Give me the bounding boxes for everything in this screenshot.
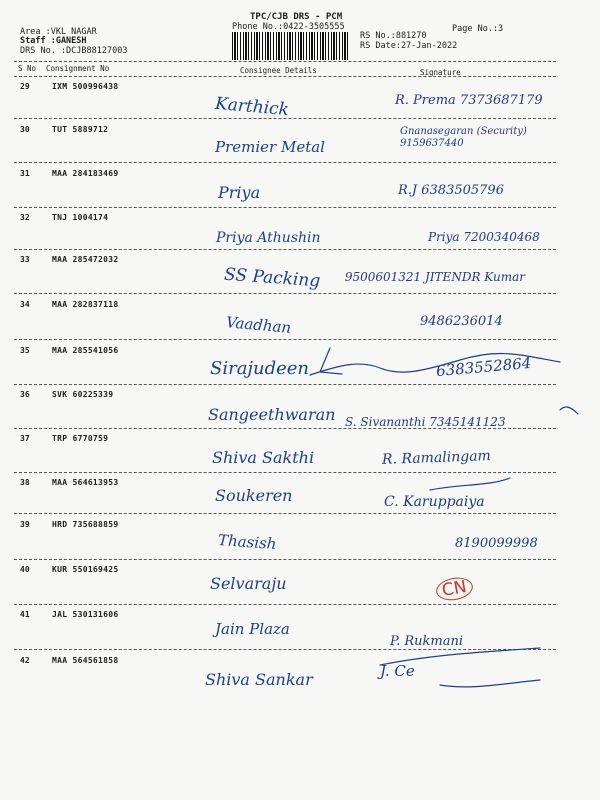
row-consignment-no: HRD 735688859: [52, 520, 119, 529]
scribble-line: [440, 680, 540, 687]
row-signature: S. Sivananthi 7345141123: [345, 415, 506, 429]
row-signature: R. Prema 7373687179: [395, 93, 543, 108]
row-sno: 37: [20, 434, 30, 443]
row-consignment-no: TRP 6770759: [52, 434, 109, 443]
row-divider: [14, 428, 556, 429]
row-consignment-no: TNJ 1004174: [52, 213, 109, 222]
row-signature: R.J 6383505796: [398, 183, 504, 198]
barcode: [232, 32, 350, 60]
row-sno: 36: [20, 390, 30, 399]
page-number: Page No.:3: [452, 24, 504, 34]
row-signature: 8190099998: [455, 536, 538, 551]
row-consignment-no: MAA 285472032: [52, 255, 119, 264]
row-divider: [14, 249, 556, 250]
rs-number: RS No.:881270: [360, 31, 427, 41]
row-consignee: Karthick: [214, 93, 290, 121]
row-consignee: Shiva Sakthi: [212, 448, 315, 467]
row-divider: [14, 604, 556, 605]
row-signature: P. Rukmani: [390, 634, 464, 649]
scribble-line: [430, 478, 510, 490]
row-signature: 9500601321 JITENDR Kumar: [344, 270, 525, 284]
row-divider: [14, 559, 556, 560]
row-sno: 31: [20, 169, 30, 178]
row-divider: [14, 118, 556, 119]
row-divider: [14, 207, 556, 208]
row-divider: [14, 162, 556, 163]
row-sno: 30: [20, 125, 30, 134]
row-signature: C. Karuppaiya: [384, 494, 485, 510]
row-consignee: SS Packing: [223, 264, 321, 292]
row-divider: [14, 649, 556, 650]
row-sno: 40: [20, 565, 30, 574]
row-sno: 29: [20, 82, 30, 91]
row-divider: [14, 472, 556, 473]
rs-date: RS Date:27-Jan-2022: [360, 41, 458, 51]
row-sno: 33: [20, 255, 30, 264]
header-rule-bottom: [14, 76, 556, 77]
col-consignment: Consignment No: [46, 64, 110, 73]
row-consignment-no: MAA 284183469: [52, 169, 119, 178]
row-signature: Priya 7200340468: [428, 230, 540, 244]
scribble-arrow: [320, 348, 342, 374]
row-signature: J. Ce: [380, 662, 415, 680]
header-rule-top: [14, 61, 556, 62]
row-consignee: Thasish: [217, 530, 278, 554]
row-sno: 42: [20, 656, 30, 665]
row-consignment-no: IXM 500996438: [52, 82, 119, 91]
drs-number: DRS No. :DCJB88127003: [20, 46, 128, 56]
row-sno: 38: [20, 478, 30, 487]
row-sno: 39: [20, 520, 30, 529]
row-consignment-no: MAA 282837118: [52, 300, 119, 309]
col-sno: S No: [18, 64, 37, 73]
row-consignee: Priya Athushin: [216, 230, 321, 246]
row-consignee: Shiva Sankar: [205, 670, 313, 689]
row-consignment-no: TUT 5889712: [52, 125, 109, 134]
row-divider: [14, 513, 556, 514]
scribble-mark: [560, 407, 578, 414]
row-signature: CN: [434, 575, 474, 603]
phone-number: Phone No.:0422-3505555: [232, 22, 345, 32]
row-consignment-no: MAA 564561858: [52, 656, 119, 665]
col-signature: Signature: [420, 68, 461, 77]
row-signature: 6383552864: [435, 353, 533, 381]
row-consignment-no: JAL 530131606: [52, 610, 119, 619]
row-sno: 32: [20, 213, 30, 222]
row-consignment-no: KUR 550169425: [52, 565, 119, 574]
row-consignment-no: MAA 564613953: [52, 478, 119, 487]
row-consignee: Priya: [218, 183, 261, 202]
row-divider: [14, 384, 556, 385]
row-consignment-no: MAA 285541056: [52, 346, 119, 355]
row-consignee: Soukeren: [215, 486, 293, 505]
area: Area :VKL NAGAR: [20, 27, 97, 37]
row-signature: 9486236014: [420, 314, 503, 329]
col-consignee: Consignee Details: [240, 66, 317, 75]
row-sno: 34: [20, 300, 30, 309]
row-sno: 35: [20, 346, 30, 355]
row-signature: R. Ramalingam: [381, 448, 492, 468]
row-sno: 41: [20, 610, 30, 619]
sheet-title: TPC/CJB DRS - PCM: [250, 12, 343, 22]
row-divider: [14, 293, 556, 294]
row-consignment-no: SVK 60225339: [52, 390, 114, 399]
row-consignee: Selvaraju: [210, 574, 287, 593]
row-consignee: Vaadhan: [225, 313, 292, 337]
staff: Staff :GANESH: [20, 36, 87, 46]
row-consignee: Sirajudeen: [210, 358, 310, 379]
row-consignee: Sangeethwaran: [208, 405, 336, 424]
row-consignee: Premier Metal: [215, 138, 325, 156]
row-consignee: Jain Plaza: [215, 620, 290, 638]
row-signature: Gnanasegaran (Security) 9159637440: [400, 126, 527, 149]
row-divider: [14, 339, 556, 340]
